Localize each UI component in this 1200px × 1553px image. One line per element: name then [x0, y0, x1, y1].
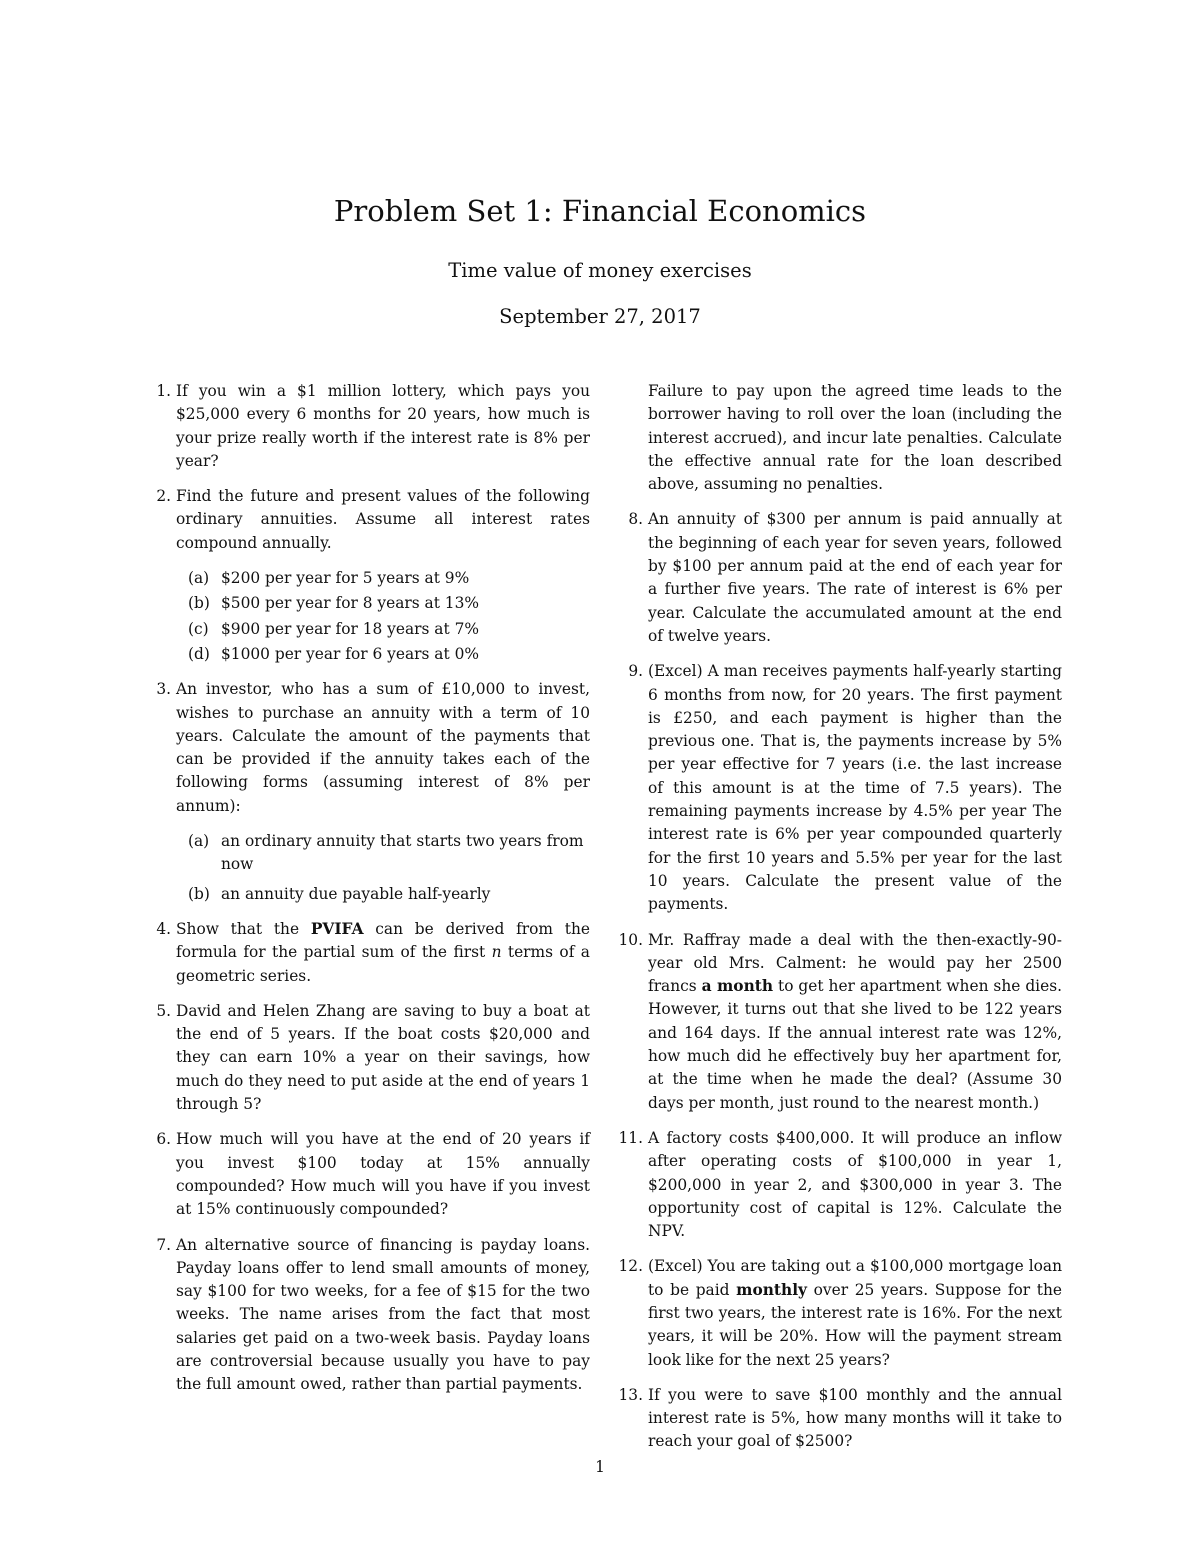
problem-text: How much will you have at the end of 20 years if you invest $100 today at 15% annually compounded? How much will you have if you invest at 15% continuously compounded? — [176, 1130, 590, 1219]
problem-text: Find the future and present values of the following ordinary annuities. Assume all interest rates compound annually. — [176, 487, 590, 552]
problem-text — [176, 918, 590, 988]
sub-list — [176, 567, 590, 666]
text-run: can be derived from the formula for the partial sum of the first — [176, 919, 590, 962]
bold-term: monthly — [736, 1280, 808, 1299]
bold-term: PVIFA — [310, 919, 364, 938]
problem-text: (Excel) A man receives payments half-yearly starting 6 months from now, for 20 years. The first payment is £250, and each payment is higher than the previous one. That is, the payments increase by 5% per year effective for 7 years (i.e. the last increase of this amount is at the time of 7.5 years). The remaining payments increase by 4.5% per year The interest rate is 6% per year compounded quarterly for the first 10 years and 5.5% per year for the last 10 years. Calculate the present value of the payments. — [648, 662, 1062, 914]
page-number: 1 — [595, 1458, 605, 1476]
problem-7 — [156, 1234, 590, 1397]
problem-number: 12. — [618, 1257, 643, 1276]
problem-10 — [618, 929, 1062, 1115]
problem-text — [648, 1255, 1062, 1371]
sub-label: (b) — [188, 884, 210, 903]
sub-label: (c) — [188, 619, 209, 638]
problem-1 — [156, 380, 590, 473]
problem-6 — [156, 1128, 590, 1221]
sub-text: $200 per year for 5 years at 9% — [221, 569, 470, 588]
sub-list — [176, 830, 590, 906]
sub-text: $500 per year for 8 years at 13% — [221, 594, 479, 613]
sub-label: (b) — [188, 594, 210, 613]
problem-number: 8. — [628, 510, 643, 529]
problem-text — [648, 929, 1062, 1115]
problem-number: 3. — [156, 680, 171, 699]
sub-text: an ordinary annuity that starts two years from now — [221, 832, 584, 874]
problem-number: 13. — [618, 1385, 643, 1404]
problem-2 — [156, 485, 590, 666]
sub-label: (a) — [188, 832, 210, 851]
text-run: terms of a geometric series. — [176, 943, 590, 985]
sub-item — [188, 618, 590, 641]
problem-11 — [618, 1127, 1062, 1243]
sub-text: $900 per year for 18 years at 7% — [221, 619, 479, 638]
problem-number: 4. — [156, 919, 171, 938]
problem-8 — [628, 508, 1062, 648]
text-run: Mr. Raffray made a deal with the then-exactly-90-year old Mrs. Calment: he would pay her 2500 francs — [648, 930, 1062, 996]
problem-7-continued — [648, 380, 1062, 496]
text-run: (Excel) You are taking out a $100,000 mortgage loan to be paid — [648, 1257, 1062, 1299]
sub-item — [188, 883, 590, 906]
problem-9 — [628, 660, 1062, 916]
text-run: Show that the — [176, 919, 311, 938]
problem-text: An annuity of $300 per annum is paid annually at the beginning of each year for seven years, followed by $100 per annum paid at the end of each year for a further five years. The rate of interest is 6% per year. Calculate the accumulated amount at the end of twelve years. — [648, 510, 1062, 645]
sub-label: (d) — [188, 644, 210, 663]
problem-text: An alternative source of financing is payday loans. Payday loans offer to lend small amounts of money, say $100 for two weeks, for a fee of $15 for the two weeks. The name arises from the fact that most salaries get paid on a two-week basis. Payday loans are controversial because usually you have to pay the full amount owed, rather than partial payments. — [176, 1235, 590, 1394]
problem-3 — [156, 678, 590, 906]
sub-text: $1000 per year for 6 years at 0% — [221, 644, 479, 663]
math-variable: n — [491, 943, 502, 962]
problem-5 — [156, 1000, 590, 1116]
text-run: over 25 years. Suppose for the first two years, the interest rate is 16%. For the next years, it will be 20%. How will the payment stream look like for the next 25 years? — [648, 1280, 1063, 1369]
bold-term: a month — [701, 977, 774, 996]
problem-number: 7. — [156, 1235, 171, 1254]
page-title: Problem Set 1: Financial Economics — [333, 194, 867, 228]
problem-13 — [618, 1384, 1062, 1454]
problem-text: David and Helen Zhang are saving to buy a boat at the end of 5 years. If the boat costs $20,000 and they can earn 10% a year on their savings, how much do they need to put aside at the end of years 1 through 5? — [176, 1001, 590, 1114]
right-column — [618, 380, 1063, 1466]
page-subtitle: Time value of money exercises — [448, 259, 752, 282]
sub-item — [188, 643, 590, 666]
page-date: September 27, 2017 — [499, 305, 701, 328]
sub-text: an annuity due payable half-yearly — [221, 884, 491, 903]
problem-number: 1. — [156, 382, 171, 400]
problem-text: If you win a $1 million lottery, which pays you $25,000 every 6 months for 20 years, how much is your prize really worth if the interest rate is 8% per year? — [176, 382, 590, 470]
problem-number: 6. — [156, 1130, 171, 1149]
problem-text: An investor, who has a sum of £10,000 to invest, wishes to purchase an annuity with a term of 10 years. Calculate the amount of the payments that can be provided if the annuity takes each of the following forms (assuming interest of 8% per annum): — [176, 680, 590, 815]
problem-text: If you were to save $100 monthly and the annual interest rate is 5%, how many months will it take to reach your goal of $2500? — [648, 1385, 1062, 1451]
problem-text: A factory costs $400,000. It will produce an inflow after operating costs of $100,000 in year 1, $200,000 in year 2, and $300,000 in year 3. The opportunity cost of capital is 12%. Calculate the NPV. — [648, 1128, 1062, 1241]
problem-number: 5. — [156, 1001, 171, 1020]
left-column — [156, 380, 590, 1409]
text-run: to get her apartment when she dies. However, it turns out that she lived to be 122 years and 164 days. If the annual interest rate was 12%, how much did he effectively buy her apartment for, at the time when he made the deal? (Assume 30 days per month, just round to the nearest month.) — [648, 977, 1062, 1112]
problem-12 — [618, 1255, 1063, 1371]
sub-label: (a) — [188, 569, 210, 588]
sub-item — [188, 592, 590, 615]
problem-number: 9. — [628, 662, 643, 681]
problem-text: Failure to pay upon the agreed time leads to the borrower having to roll over the loan (including the interest accrued), and incur late penalties. Calculate the effective annual rate for the loan described above, assuming no penalties. — [648, 382, 1062, 494]
sub-item — [188, 567, 590, 590]
problem-number: 2. — [156, 487, 171, 506]
problem-number: 10. — [618, 930, 643, 949]
sub-item — [188, 830, 590, 877]
problem-number: 11. — [618, 1128, 643, 1147]
problem-4 — [156, 918, 590, 988]
